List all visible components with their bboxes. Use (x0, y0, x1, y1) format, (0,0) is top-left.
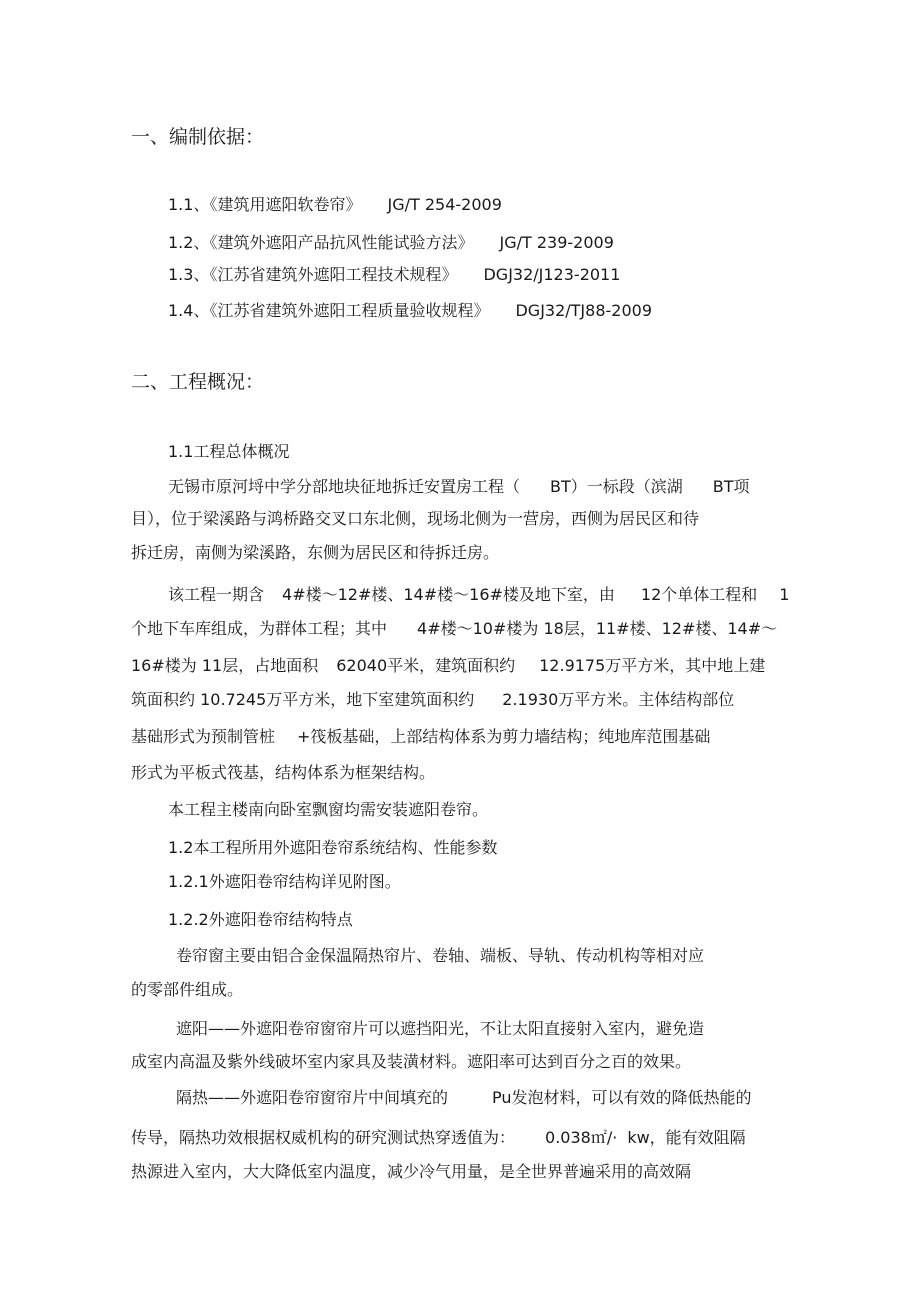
body-text: 0.038㎡/· (545, 1128, 618, 1147)
body-line (131, 689, 734, 711)
body-text: 12个单体工程和 (640, 585, 758, 604)
reference-code: DGJ32/J123-2011 (483, 265, 621, 284)
body-line (131, 762, 435, 784)
body-line (168, 441, 289, 463)
reference-title: 《江苏省建筑外遮阳工程技术规程》 (209, 265, 458, 284)
reference-number: 1.4、 (168, 301, 210, 320)
body-text: 1.2本工程所用外遮阳卷帘系统结构、性能参数 (168, 838, 498, 857)
body-line (131, 726, 710, 748)
reference-item-1 (168, 194, 502, 216)
body-line (168, 837, 497, 859)
body-text: 热源进入室内，大大降低室内温度，减少冷气用量，是全世界普遍采用的高效隔 (131, 1162, 692, 1181)
body-line (131, 655, 765, 677)
body-line (131, 979, 243, 1001)
body-line (131, 1051, 691, 1073)
body-text: 2.1930万平方米。主体结构部位 (502, 690, 735, 709)
reference-item-2 (168, 232, 614, 254)
body-text: 目），位于梁溪路与鸿桥路交叉口东北侧，现场北侧为一营房，西侧为居民区和待 (131, 509, 700, 528)
body-line (176, 945, 704, 967)
body-text: 16#楼为 11层，占地面积 (131, 656, 319, 675)
body-text: 无锡市原河埒中学分部地块征地拆迁安置房工程（ (168, 477, 521, 496)
body-text: 1.2.1外遮阳卷帘结构详见附图。 (168, 872, 401, 891)
body-text: 4#楼～10#楼为 18层，11#楼、12#楼、14#～ (417, 619, 778, 638)
body-text: 的零部件组成。 (131, 980, 244, 999)
body-text: kw，能有效阻隔 (627, 1128, 746, 1147)
body-line (131, 508, 699, 530)
body-line (168, 799, 488, 821)
body-line (131, 618, 777, 640)
body-text: 4#楼～12#楼、14#楼～16#楼及地下室，由 (282, 585, 615, 604)
reference-title: 《建筑用遮阳软卷帘》 (209, 195, 362, 214)
body-text: 本工程主楼南向卧室飘窗均需安装遮阳卷帘。 (168, 800, 489, 819)
body-line (168, 476, 750, 498)
body-line (168, 871, 401, 893)
section-heading-basis: 一、编制依据： (131, 126, 265, 148)
body-text: 个地下车库组成，为群体工程；其中 (131, 619, 388, 638)
body-text: +筏板基础，上部结构体系为剪力墙结构；纯地库范围基础 (297, 727, 711, 746)
body-text: 形式为平板式筏基，结构体系为框架结构。 (131, 763, 436, 782)
body-text: BT）一标段（滨湖 (550, 477, 683, 496)
body-line (131, 1127, 746, 1149)
reference-code: JG/T 239-2009 (499, 233, 614, 252)
body-text: 隔热——外遮阳卷帘窗帘片中间填充的 (176, 1088, 449, 1107)
body-text: 成室内高温及紫外线破坏室内家具及装潢材料。遮阳率可达到百分之百的效果。 (131, 1052, 692, 1071)
section-heading-overview: 二、工程概况： (131, 371, 265, 393)
body-text: 拆迁房，南侧为梁溪路，东侧为居民区和待拆迁房。 (131, 543, 500, 562)
body-line (168, 584, 789, 606)
body-line (176, 1018, 704, 1040)
body-text: 12.9175万平方米，其中地上建 (539, 656, 766, 675)
reference-number: 1.3、 (168, 265, 210, 284)
reference-item-4 (168, 300, 652, 322)
body-text: Pu发泡材料，可以有效的降低热能的 (492, 1088, 752, 1107)
body-text: 遮阳——外遮阳卷帘窗帘片可以遮挡阳光，不让太阳直接射入室内，避免造 (176, 1019, 705, 1038)
reference-item-3 (168, 264, 620, 286)
body-text: 1 (779, 585, 790, 604)
body-line (131, 542, 499, 564)
body-text: 1.1工程总体概况 (168, 442, 290, 461)
body-line (168, 909, 353, 931)
body-line (176, 1087, 752, 1109)
body-text: 该工程一期含 (168, 585, 265, 604)
body-text: 筑面积约 10.7245万平方米，地下室建筑面积约 (131, 690, 475, 709)
reference-number: 1.1、 (168, 195, 210, 214)
body-text: 基础形式为预制管桩 (131, 727, 276, 746)
reference-code: DGJ32/TJ88-2009 (515, 301, 652, 320)
reference-title: 《江苏省建筑外遮阳工程质量验收规程》 (209, 301, 490, 320)
reference-title: 《建筑外遮阳产品抗风性能试验方法》 (209, 233, 474, 252)
body-text: 62040平米，建筑面积约 (336, 656, 516, 675)
body-line (131, 1161, 691, 1183)
reference-number: 1.2、 (168, 233, 210, 252)
body-text: 卷帘窗主要由铝合金保温隔热帘片、卷轴、端板、导轨、传动机构等相对应 (176, 946, 705, 965)
body-text: BT项 (712, 477, 750, 496)
body-text: 1.2.2外遮阳卷帘结构特点 (168, 910, 353, 929)
reference-code: JG/T 254-2009 (387, 195, 502, 214)
body-text: 传导，隔热功效根据权威机构的研究测试热穿透值为： (131, 1128, 516, 1147)
